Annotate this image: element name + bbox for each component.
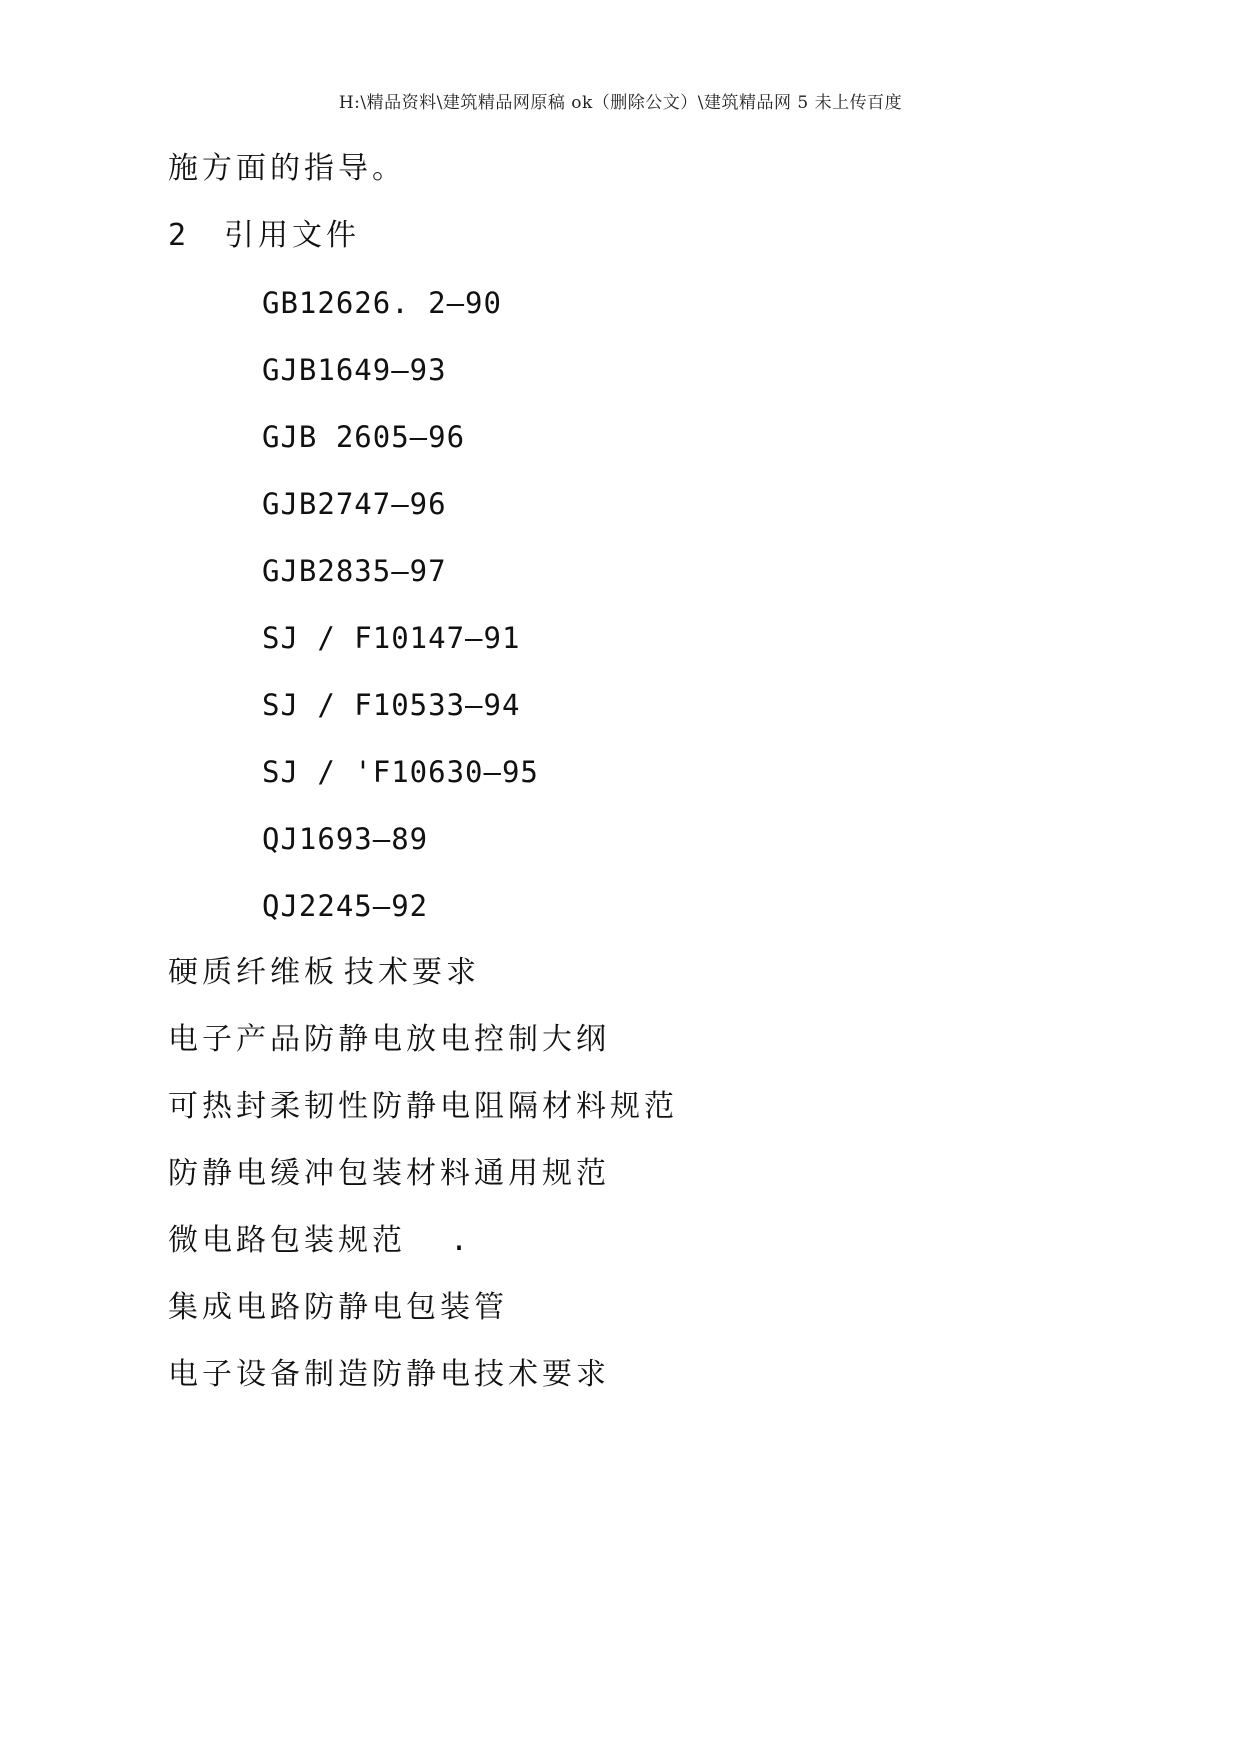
- reference-code: SJ / F10147—91: [262, 621, 521, 655]
- reference-title: 电子设备制造防静电技术要求: [168, 1357, 610, 1392]
- reference-title: 微电路包装规范: [168, 1223, 406, 1258]
- section-number: 2: [168, 218, 187, 253]
- reference-code: GJB 2605—96: [262, 420, 466, 454]
- reference-code: GB12626. 2—90: [262, 286, 502, 320]
- reference-code: QJ2245—92: [262, 889, 429, 923]
- stray-period: .: [450, 1223, 469, 1258]
- reference-title-suffix: 技术要求: [344, 955, 480, 990]
- document-path-header: H:\精品资料\建筑精品网原稿 ok（删除公文）\建筑精品网 5 未上传百度: [338, 93, 903, 113]
- reference-title: 集成电路防静电包装管: [168, 1290, 508, 1325]
- reference-code: QJ1693—89: [262, 822, 429, 856]
- reference-title: 可热封柔韧性防静电阻隔材料规范: [168, 1089, 678, 1124]
- reference-code: GJB2835—97: [262, 554, 447, 588]
- reference-title: 防静电缓冲包装材料通用规范: [168, 1156, 610, 1191]
- reference-title: 硬质纤维板: [168, 955, 338, 990]
- reference-code: SJ / 'F10630—95: [262, 755, 539, 789]
- reference-code: SJ / F10533—94: [262, 688, 521, 722]
- section-title: 引用文件: [224, 218, 360, 253]
- reference-code: GJB1649—93: [262, 353, 447, 387]
- intro-text-tail: 施方面的指导。: [168, 151, 406, 186]
- reference-title: 电子产品防静电放电控制大纲: [168, 1022, 610, 1057]
- reference-code: GJB2747—96: [262, 487, 447, 521]
